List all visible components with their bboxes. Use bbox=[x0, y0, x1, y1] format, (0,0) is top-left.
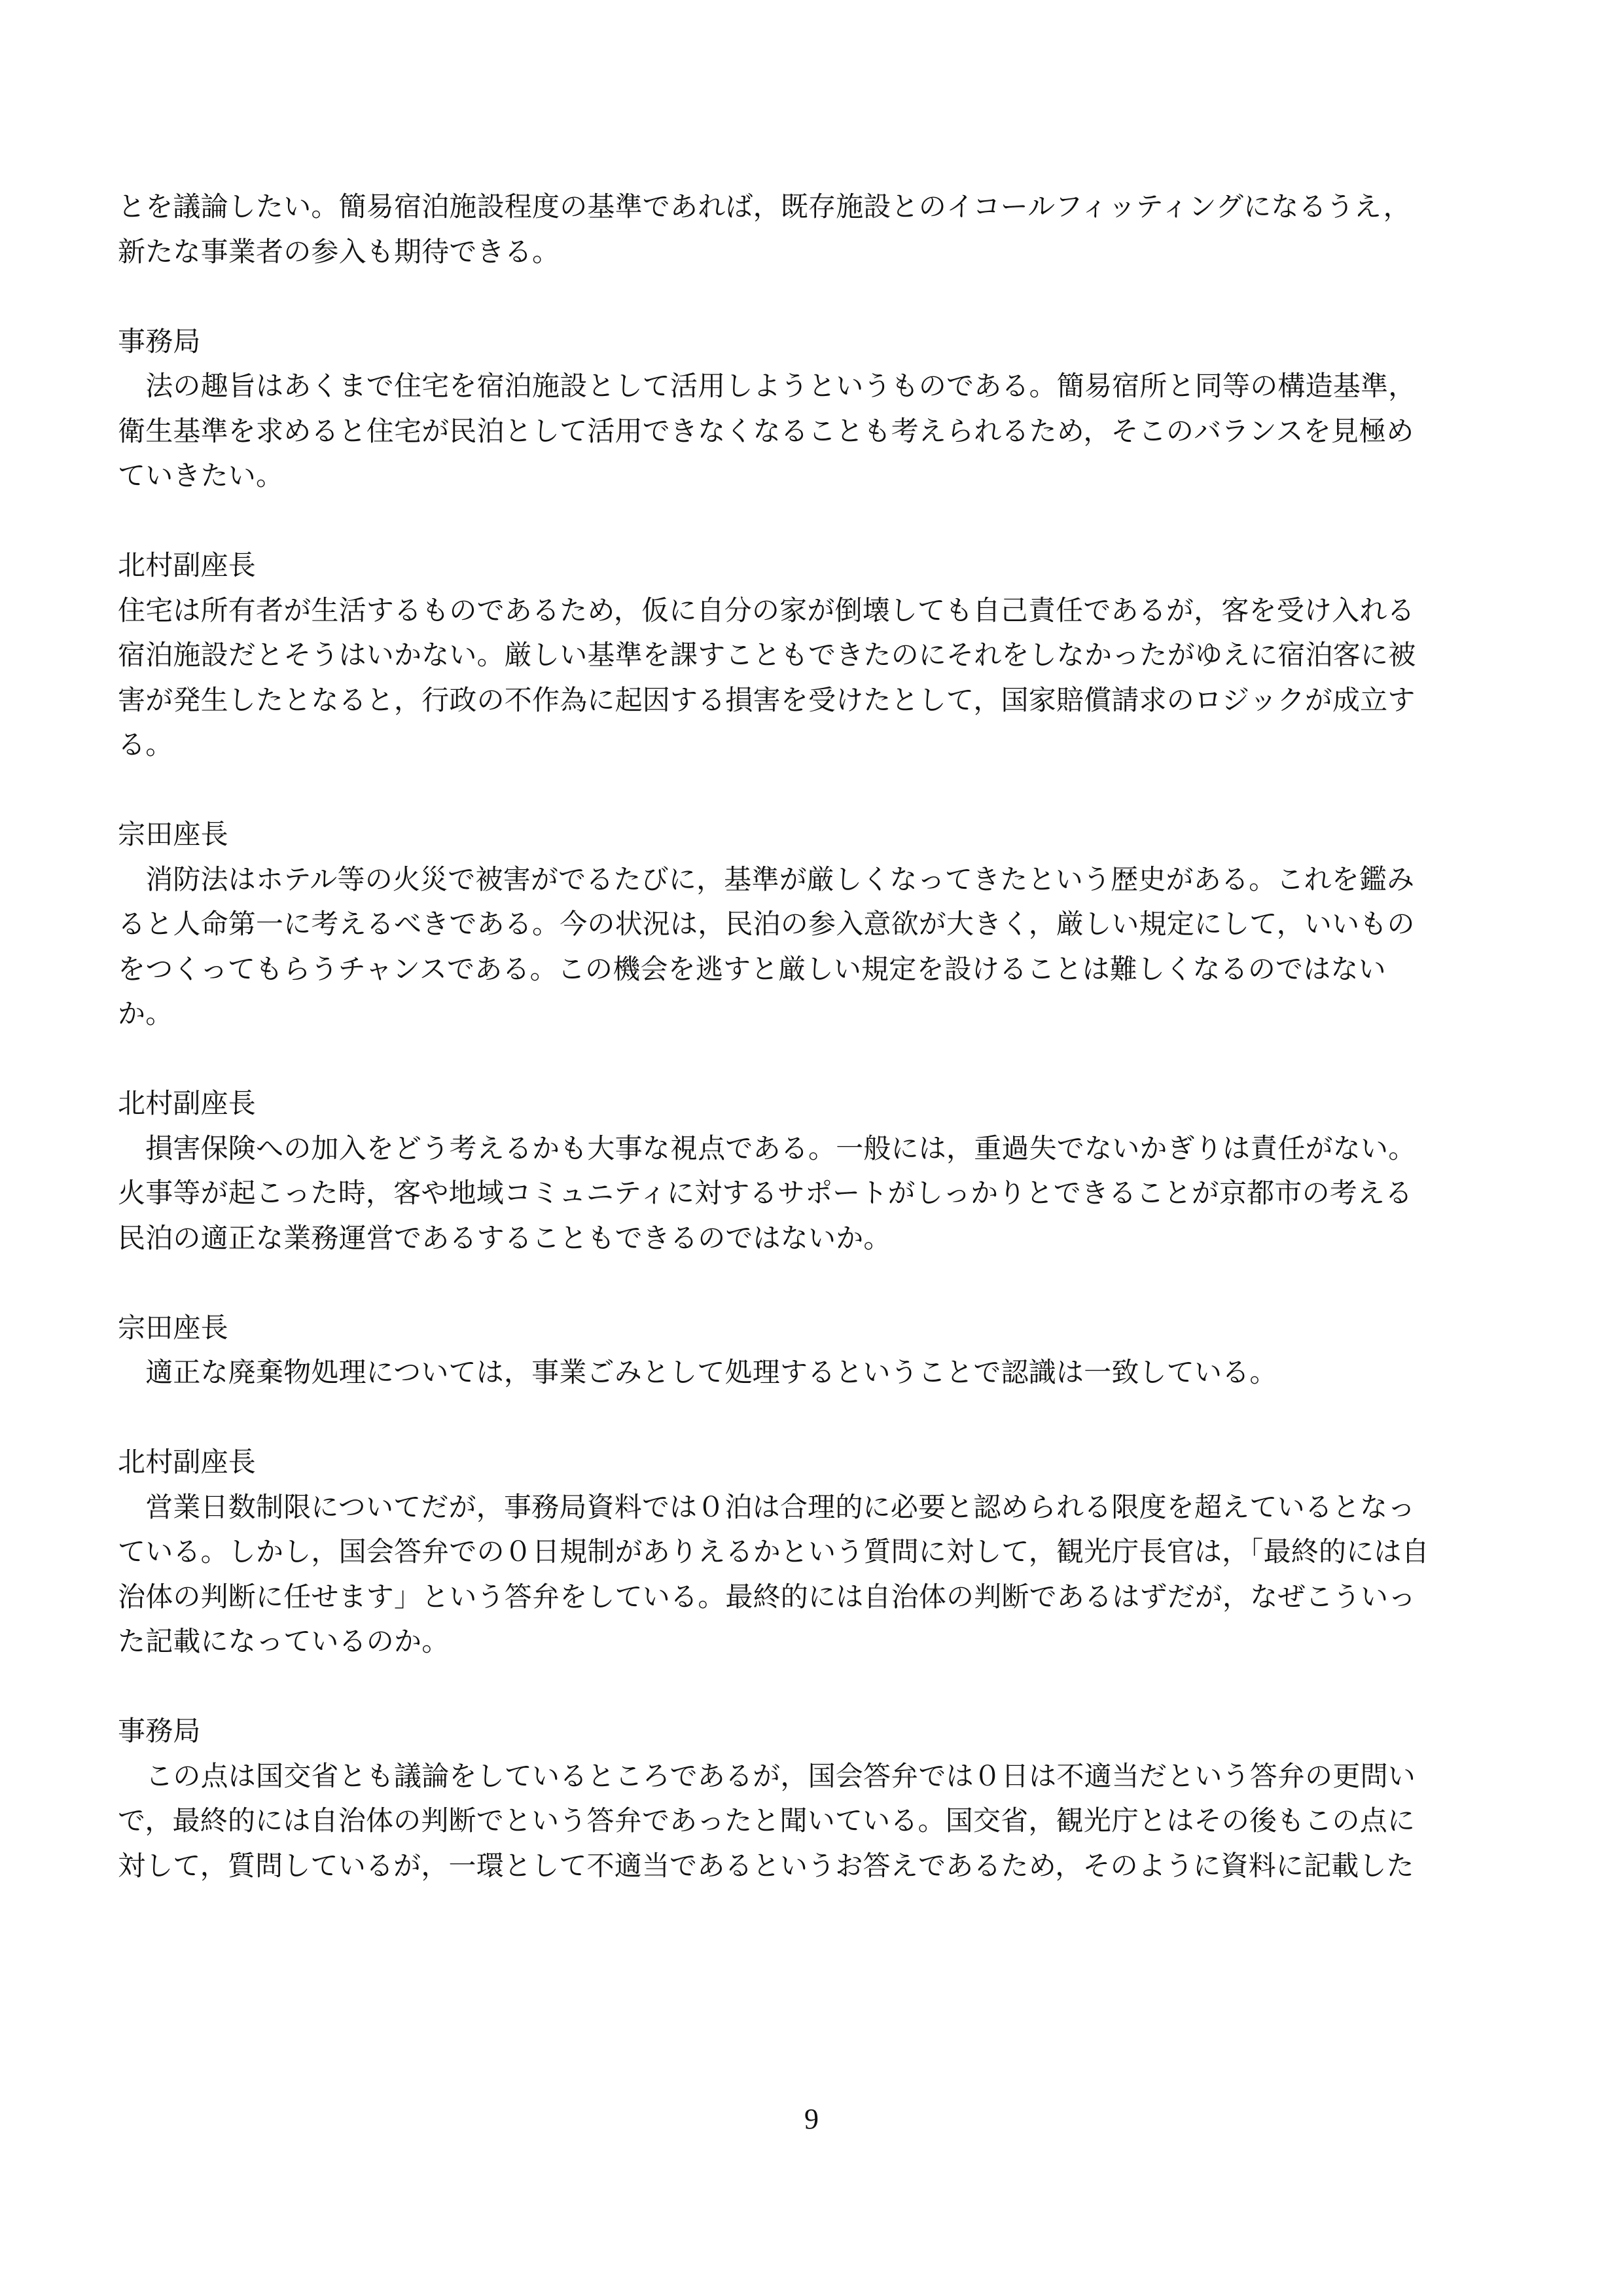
paragraph-gap bbox=[118, 1395, 1486, 1441]
speaker-label: 事務局 bbox=[118, 1715, 201, 1747]
text-line: とを議論したい。簡易宿泊施設程度の基準であれば，既存施設とのイコールフィッティングになるうえ， bbox=[118, 190, 1411, 223]
text-line: 害が発生したとなると，行政の不作為に起因する損害を受けたとして，国家賠償請求のロジックが成立す bbox=[118, 683, 1416, 716]
text-line: この点は国交省とも議論をしているところであるが，国会答弁では０日は不適当だという答弁の更問い bbox=[118, 1759, 1416, 1792]
text-line: 営業日数制限についてだが，事務局資料では０泊は合理的に必要と認められる限度を超えているとなっ bbox=[118, 1490, 1416, 1523]
text-line: 宿泊施設だとそうはいかない。厳しい基準を課すこともできたのにそれをしなかったがゆえに宿泊客に被 bbox=[118, 639, 1416, 671]
text-line: 住宅は所有者が生活するものであるため，仮に自分の家が倒壊しても自己責任であるが，客を受け入れる bbox=[118, 594, 1415, 626]
text-line: 民泊の適正な業務運営であるすることもできるのではないか。 bbox=[118, 1221, 891, 1254]
speaker-label: 北村副座長 bbox=[118, 1087, 257, 1119]
text-line: ていきたい。 bbox=[118, 459, 284, 492]
speaker-label: 北村副座長 bbox=[118, 549, 257, 581]
text-line: 衛生基準を求めると住宅が民泊として活用できなくなることも考えられるため，そこのバランスを見極め bbox=[118, 414, 1414, 447]
text-line: をつくってもらうチャンスである。この機会を逃すと厳しい規定を設けることは難しくなるのではない bbox=[118, 952, 1386, 985]
text-line: 法の趣旨はあくまで住宅を宿泊施設として活用しようというものである。簡易宿所と同等の構造基準， bbox=[118, 370, 1416, 402]
text-line: 損害保険への加入をどう考えるかも大事な視点である。一般には，重過失でないかぎりは責任がない。 bbox=[118, 1132, 1416, 1164]
text-line: で，最終的には自治体の判断でという答弁であったと聞いている。国交省，観光庁とはその後もこの点に bbox=[118, 1804, 1416, 1837]
text-line: 適正な廃棄物処理については，事業ごみとして処理するということで認識は一致している。 bbox=[118, 1356, 1277, 1388]
page-number: 9 bbox=[804, 2103, 819, 2135]
speaker-label: 北村副座長 bbox=[118, 1446, 257, 1478]
paragraph-gap bbox=[118, 274, 1486, 319]
paragraph-gap bbox=[118, 1037, 1486, 1082]
text-line: ると人命第一に考えるべきである。今の状況は，民泊の参入意欲が大きく，厳しい規定にして，いいもの bbox=[118, 908, 1415, 940]
text-line: 新たな事業者の参入も期待できる。 bbox=[118, 235, 560, 268]
paragraph-gap bbox=[118, 1664, 1486, 1710]
speaker-label: 宗田座長 bbox=[118, 818, 228, 850]
speaker-label: 事務局 bbox=[118, 325, 201, 357]
text-line: ている。しかし，国会答弁での０日規制がありえるかという質問に対して，観光庁長官は，「最終的には自 bbox=[118, 1535, 1429, 1568]
speaker-label: 宗田座長 bbox=[118, 1311, 228, 1344]
text-line: る。 bbox=[118, 728, 173, 761]
text-line: 消防法はホテル等の火災で被害がでるたびに，基準が厳しくなってきたという歴史がある。これを鑑み bbox=[118, 863, 1415, 895]
text-line: 火事等が起こった時，客や地域コミュニティに対するサポートがしっかりとできることが京都市の考える bbox=[118, 1177, 1413, 1209]
paragraph-gap bbox=[118, 768, 1486, 813]
text-line: た記載になっているのか。 bbox=[118, 1625, 450, 1657]
text-line: 対して，質問しているが，一環として不適当であるというお答えであるため，そのように資料に記載した bbox=[118, 1849, 1414, 1882]
text-line: 治体の判断に任せます」という答弁をしている。最終的には自治体の判断であるはずだが，なぜこういっ bbox=[118, 1580, 1416, 1613]
paragraph-gap bbox=[118, 499, 1486, 544]
text-line: か。 bbox=[118, 997, 173, 1030]
minutes-body bbox=[118, 185, 1486, 1888]
paragraph-gap bbox=[118, 1261, 1486, 1306]
